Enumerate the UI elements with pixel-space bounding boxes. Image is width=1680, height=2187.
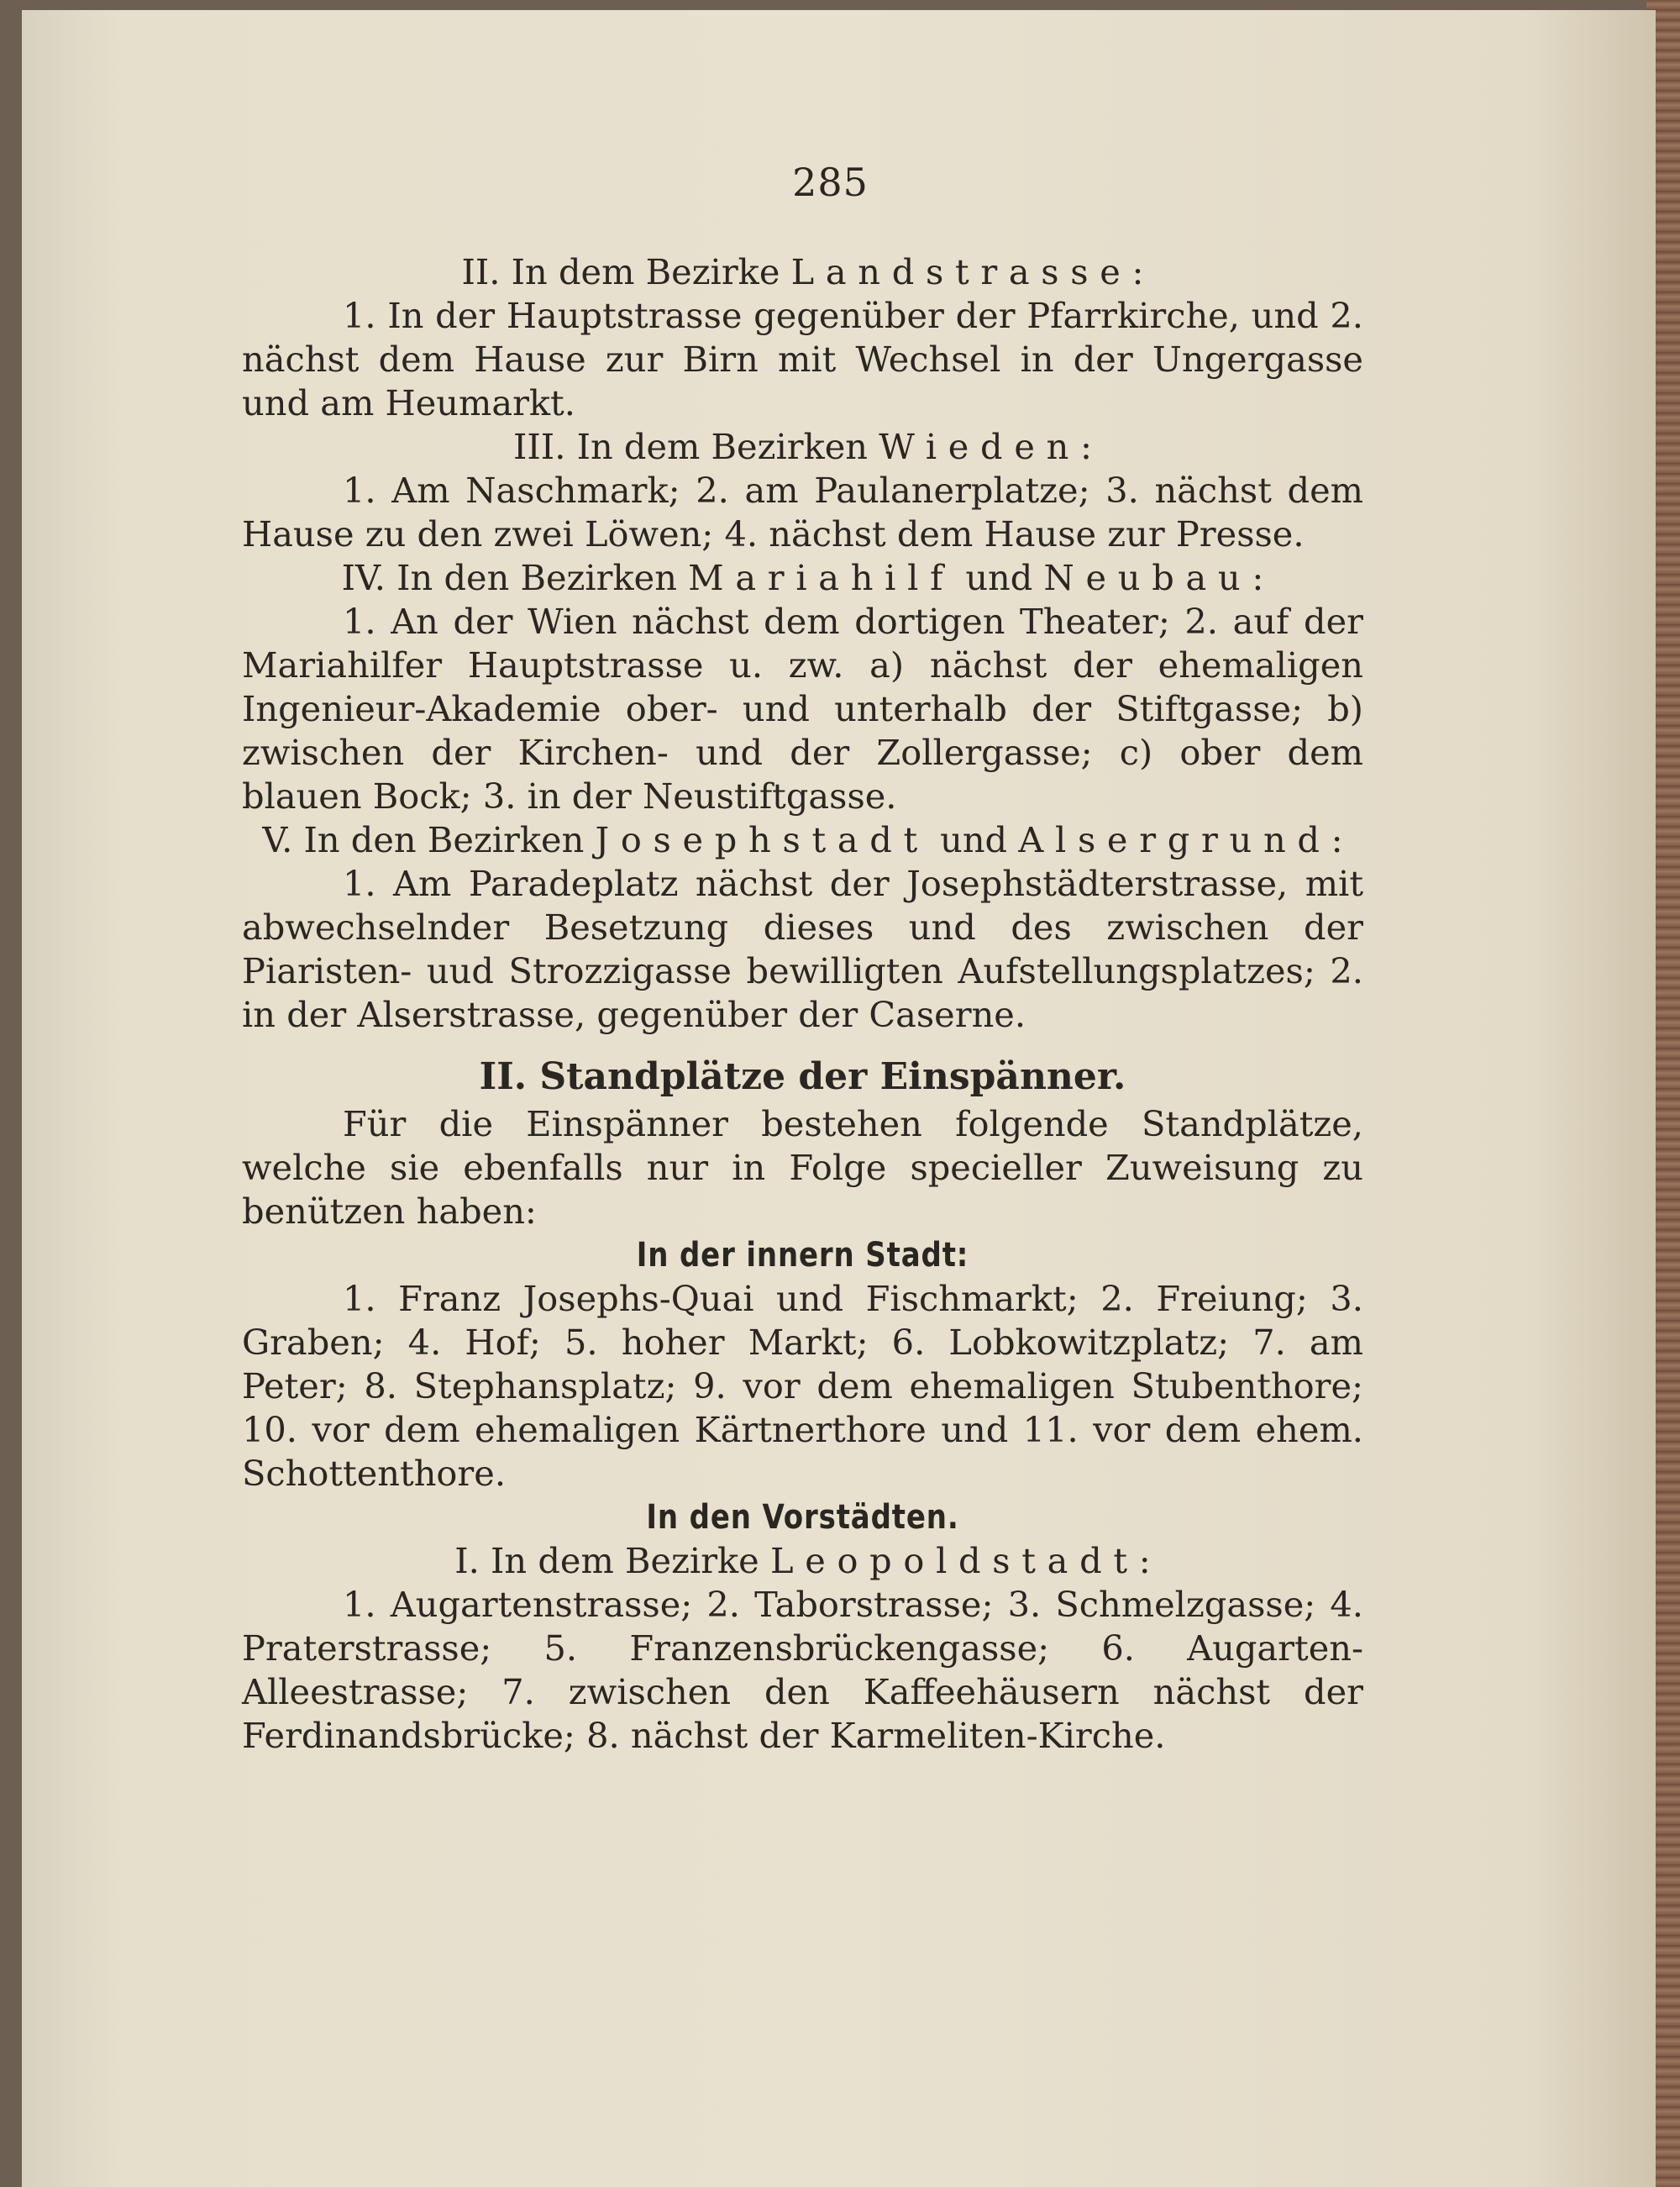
district-heading-josephstadt-alsergrund: V. In den Bezirken Josephstadt und Alsergrund:	[262, 819, 1343, 860]
paragraph: 1. Franz Josephs-Quai und Fischmarkt; 2. Freiung; 3. Graben; 4. Hof; 5. hoher Markt; 6. Lobkowitzplatz; 7. am Peter; 8. Stephansplatz; 9. vor dem ehemaligen Stubenthore; 10. vor dem ehemaligen Kärtnerthore und 11. vor dem ehem. Schottenthore.	[242, 1278, 1363, 1494]
district-heading-wieden: III. In dem Bezirken Wieden:	[513, 426, 1092, 467]
paragraph: 1. Augartenstrasse; 2. Taborstrasse; 3. Schmelzgasse; 4. Praterstrasse; 5. Franzensbrückengasse; 6. Augarten-Alleestrasse; 7. zwischen den Kaffeehäusern nächst der Ferdinandsbrücke; 8. nächst der Karmeliten-Kirche.	[242, 1584, 1363, 1756]
paragraph: 1. Am Paradeplatz nächst der Josephstädterstrasse, mit abwechselnder Besetzung dieses und des zwischen der Piaristen- uud Strozzigasse bewilligten Aufstellungsplatzes; 2. in der Alserstrasse, gegenüber der Caserne.	[242, 863, 1363, 1035]
paragraph: 1. Am Naschmark; 2. am Paulanerplatze; 3. nächst dem Hause zu den zwei Löwen; 4. nächst dem Hause zur Presse.	[242, 470, 1363, 555]
page-number: 285	[792, 160, 869, 205]
subsection-heading: In den Vorstädten.	[646, 1498, 959, 1537]
paragraph: 1. In der Hauptstrasse gegenüber der Pfarrkirche, und 2. nächst dem Hause zur Birn mit Wechsel in der Ungergasse und am Heumarkt.	[242, 295, 1363, 423]
section-heading: II. Standplätze der Einspänner.	[479, 1055, 1126, 1098]
district-heading-leopoldstadt: I. In dem Bezirke Leopoldstadt:	[454, 1540, 1151, 1581]
page-text	[242, 250, 1363, 1758]
district-heading-mariahilf-neubau: IV. In den Bezirken Mariahilf und Neubau:	[341, 557, 1264, 598]
subsection-heading: In der innern Stadt:	[636, 1236, 969, 1275]
district-heading-landstrasse: II. In dem Bezirke Landstrasse:	[461, 251, 1144, 292]
paragraph: 1. An der Wien nächst dem dortigen Theater; 2. auf der Mariahilfer Hauptstrasse u. zw. a) nächst der ehemaligen Ingenieur-Akademie ober- und unterhalb der Stiftgasse; b) zwischen der Kirchen- und der Zollergasse; c) ober dem blauen Bock; 3. in der Neustiftgasse.	[242, 601, 1363, 817]
paragraph: Für die Einspänner bestehen folgende Standplätze, welche sie ebenfalls nur in Folge specieller Zuweisung zu benützen haben:	[242, 1103, 1363, 1232]
